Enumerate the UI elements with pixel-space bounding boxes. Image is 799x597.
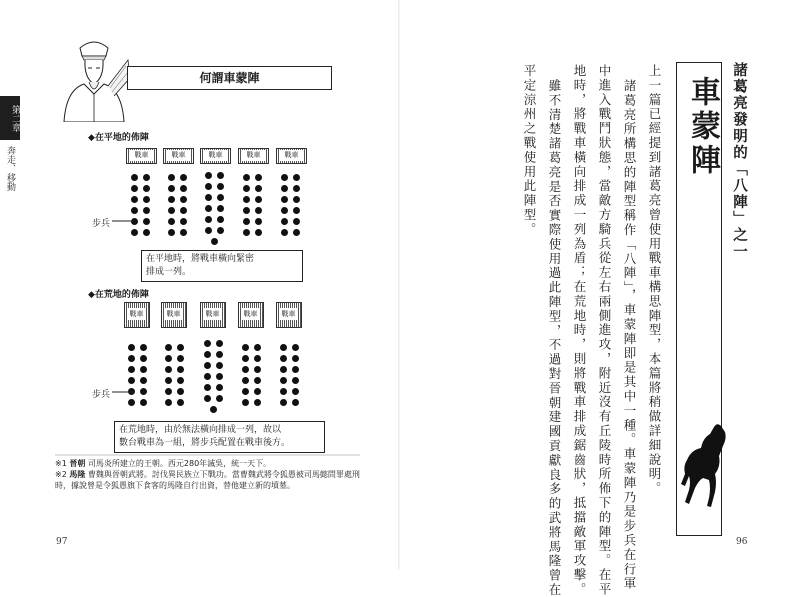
- infantry-dot: [217, 216, 224, 223]
- infantry-dot: [204, 340, 211, 347]
- infantry-dot: [143, 229, 150, 236]
- infantry-dot: [216, 340, 223, 347]
- infantry-dot: [205, 172, 212, 179]
- paragraph-column: 平定涼州之戰使用此陣型。: [522, 64, 537, 237]
- infantry-dot: [242, 377, 249, 384]
- plain-formation-heading: ◆在平地的佈陣: [88, 133, 149, 143]
- infantry-dot: [140, 355, 147, 362]
- infantry-dot: [281, 229, 288, 236]
- infantry-dot: [217, 205, 224, 212]
- chariot-horizontal: [238, 148, 269, 164]
- infantry-dot: [281, 218, 288, 225]
- infantry-dot: [254, 388, 261, 395]
- infantry-dot: [210, 406, 217, 413]
- infantry-dot: [177, 377, 184, 384]
- infantry-label: 步兵: [92, 390, 111, 400]
- chariot-label: 戰車: [164, 308, 183, 320]
- infantry-dot: [168, 207, 175, 214]
- infantry-dot: [140, 388, 147, 395]
- infantry-dot: [180, 229, 187, 236]
- infantry-dot: [204, 395, 211, 402]
- infantry-dot: [216, 351, 223, 358]
- infantry-dot: [292, 344, 299, 351]
- infantry-dot: [292, 355, 299, 362]
- paragraph-column: 諸葛亮所構思的陣型稱作「八陣」，車蒙陣即是其中一種。車蒙陣乃是步兵在行軍: [622, 79, 637, 592]
- infantry-dot: [292, 366, 299, 373]
- infantry-dot: [177, 355, 184, 362]
- plain-formation-note: [141, 250, 303, 282]
- plain-note-line-2: 排成一列。: [146, 267, 192, 277]
- infantry-dot: [211, 238, 218, 245]
- infantry-dot: [143, 207, 150, 214]
- infantry-dot: [168, 185, 175, 192]
- chariot-horizontal: [163, 148, 194, 164]
- footnote-text: 曹魏與晉朝武將。討伐異民族立下戰功。當曹魏武將令狐愚被司馬懿問罪處刑時，據說曾是令狐愚旗下食客的馬隆自行出資，替他建立新的墳墓。: [55, 470, 360, 490]
- rough-note-line-1: 在荒地時，由於無法橫向排成一列，故以: [119, 425, 282, 435]
- infantry-dot: [204, 351, 211, 358]
- infantry-dot: [180, 207, 187, 214]
- infantry-dot: [217, 194, 224, 201]
- page-number-left: 97: [56, 537, 68, 547]
- infantry-dot: [255, 218, 262, 225]
- infantry-dot: [180, 218, 187, 225]
- infantry-dot: [280, 388, 287, 395]
- zhuge-liang-illustration: [58, 38, 130, 122]
- page-gutter: [398, 0, 400, 569]
- infantry-dot: [293, 174, 300, 181]
- diagram-title: 何謂車蒙陣: [127, 66, 332, 90]
- infantry-dot: [204, 373, 211, 380]
- plain-note-line-1: 在平地時，將戰車橫向緊密: [146, 254, 255, 264]
- infantry-dot: [140, 377, 147, 384]
- chariot-label: 戰車: [203, 308, 222, 320]
- infantry-dot: [168, 218, 175, 225]
- infantry-dot: [143, 174, 150, 181]
- infantry-dot: [293, 207, 300, 214]
- infantry-dot: [281, 174, 288, 181]
- infantry-dot: [293, 196, 300, 203]
- infantry-dot: [180, 196, 187, 203]
- infantry-dot: [243, 174, 250, 181]
- infantry-dot: [128, 377, 135, 384]
- infantry-dot: [281, 207, 288, 214]
- infantry-dot: [168, 229, 175, 236]
- infantry-dot: [280, 399, 287, 406]
- infantry-dot: [217, 183, 224, 190]
- infantry-dot: [143, 218, 150, 225]
- infantry-dot: [242, 366, 249, 373]
- chariot-label: 戰車: [242, 150, 265, 161]
- infantry-dot: [165, 388, 172, 395]
- infantry-dot: [140, 344, 147, 351]
- chariot-horizontal: [276, 148, 307, 164]
- chariot-horizontal: [200, 148, 231, 164]
- infantry-dot: [165, 377, 172, 384]
- footnote-mark: ※2: [55, 470, 67, 479]
- infantry-dot: [255, 174, 262, 181]
- infantry-dot: [280, 377, 287, 384]
- infantry-dot: [165, 355, 172, 362]
- infantry-dot: [131, 196, 138, 203]
- infantry-dot: [165, 399, 172, 406]
- chariot-label: 戰車: [130, 150, 153, 161]
- footnote-term: 馬隆: [69, 470, 86, 479]
- infantry-dot: [242, 355, 249, 362]
- infantry-dot: [131, 207, 138, 214]
- infantry-dot: [205, 194, 212, 201]
- infantry-dot: [168, 196, 175, 203]
- infantry-dot: [280, 344, 287, 351]
- paragraph-column: 地時，將戰車橫向排成一列為盾；在荒地時，則將戰車排成鋸齒狀，抵擋敵軍攻擊。: [572, 64, 587, 597]
- chariot-label: 戰車: [241, 308, 260, 320]
- infantry-dot: [255, 185, 262, 192]
- infantry-dot: [204, 362, 211, 369]
- chariot-vertical: [124, 302, 150, 328]
- infantry-dot: [293, 185, 300, 192]
- chariot-vertical: [276, 302, 302, 328]
- chapter-subtitle: 奔走、移動: [5, 146, 15, 191]
- infantry-dot: [292, 399, 299, 406]
- infantry-dot: [217, 172, 224, 179]
- infantry-dot: [205, 227, 212, 234]
- infantry-dot: [280, 355, 287, 362]
- infantry-pointer: [112, 387, 138, 397]
- infantry-dot: [177, 399, 184, 406]
- infantry-dot: [281, 196, 288, 203]
- chariot-label: 戰車: [279, 308, 298, 320]
- infantry-dot: [131, 185, 138, 192]
- horse-silhouette-icon: [681, 422, 727, 508]
- infantry-dot: [254, 377, 261, 384]
- infantry-dot: [143, 196, 150, 203]
- chapter-tab[interactable]: 第二章: [0, 96, 20, 140]
- section-title: 車蒙陣: [685, 76, 720, 178]
- chariot-label: 戰車: [204, 150, 227, 161]
- infantry-dot: [243, 218, 250, 225]
- infantry-dot: [128, 344, 135, 351]
- infantry-dot: [180, 174, 187, 181]
- footnote-mark: ※1: [55, 459, 67, 468]
- infantry-label: 步兵: [92, 219, 111, 229]
- infantry-dot: [292, 377, 299, 384]
- infantry-dot: [242, 344, 249, 351]
- paragraph-column: 中進入戰鬥狀態，當敵方騎兵從左右兩側進攻，附近沒有丘陵時所佈下的陣型。在平: [597, 64, 612, 597]
- infantry-dot: [204, 384, 211, 391]
- infantry-dot: [168, 174, 175, 181]
- paragraph-column: 雖不清楚諸葛亮是否實際使用過此陣型，不過對晉朝建國貢獻良多的武將馬隆曾在: [547, 79, 562, 597]
- infantry-dot: [243, 207, 250, 214]
- infantry-dot: [128, 399, 135, 406]
- rough-note-line-2: 數台戰車為一組，將步兵配置在戰車後方。: [119, 438, 291, 448]
- infantry-dot: [205, 205, 212, 212]
- infantry-dot: [280, 366, 287, 373]
- infantry-dot: [293, 218, 300, 225]
- infantry-dot: [216, 362, 223, 369]
- infantry-dot: [177, 388, 184, 395]
- infantry-dot: [242, 388, 249, 395]
- infantry-dot: [165, 366, 172, 373]
- infantry-dot: [131, 229, 138, 236]
- footnote-term: 晉朝: [69, 459, 86, 468]
- infantry-dot: [254, 366, 261, 373]
- infantry-dot: [243, 229, 250, 236]
- infantry-dot: [205, 183, 212, 190]
- chariot-vertical: [161, 302, 187, 328]
- infantry-dot: [243, 185, 250, 192]
- chariot-vertical: [200, 302, 226, 328]
- footnote-2: [55, 469, 360, 491]
- infantry-dot: [254, 399, 261, 406]
- infantry-dot: [128, 366, 135, 373]
- infantry-dot: [216, 395, 223, 402]
- chariot-label: 戰車: [167, 150, 190, 161]
- footnote-1: [55, 458, 360, 469]
- rough-formation-note: [114, 421, 325, 453]
- infantry-pointer: [112, 216, 138, 226]
- rough-formation-heading: ◆在荒地的佈陣: [88, 290, 149, 300]
- chariot-label: 戰車: [280, 150, 303, 161]
- infantry-dot: [243, 196, 250, 203]
- infantry-dot: [177, 344, 184, 351]
- infantry-dot: [140, 366, 147, 373]
- section-subtitle: 諸葛亮發明的「八陣」之一: [731, 62, 747, 260]
- infantry-dot: [128, 355, 135, 362]
- infantry-dot: [292, 388, 299, 395]
- infantry-dot: [205, 216, 212, 223]
- infantry-dot: [143, 185, 150, 192]
- infantry-dot: [180, 185, 187, 192]
- infantry-dot: [242, 399, 249, 406]
- infantry-dot: [255, 207, 262, 214]
- infantry-dot: [293, 229, 300, 236]
- chariot-horizontal: [126, 148, 157, 164]
- infantry-dot: [281, 185, 288, 192]
- footnote-text: 司馬炎所建立的王朝。西元280年滅吳，統一天下。: [87, 459, 272, 468]
- infantry-dot: [216, 373, 223, 380]
- infantry-dot: [254, 344, 261, 351]
- footnote-divider: [55, 454, 360, 456]
- infantry-dot: [254, 355, 261, 362]
- infantry-dot: [217, 227, 224, 234]
- footnotes: [55, 458, 360, 491]
- paragraph-column: 上一篇已經提到諸葛亮曾使用戰車構思陣型，本篇將稍做詳細說明。: [647, 64, 662, 496]
- infantry-dot: [131, 174, 138, 181]
- infantry-dot: [255, 229, 262, 236]
- infantry-dot: [216, 384, 223, 391]
- infantry-dot: [255, 196, 262, 203]
- infantry-dot: [177, 366, 184, 373]
- chariot-vertical: [238, 302, 264, 328]
- infantry-dot: [140, 399, 147, 406]
- page-number-right: 96: [736, 537, 748, 547]
- infantry-dot: [165, 344, 172, 351]
- chariot-label: 戰車: [127, 308, 146, 320]
